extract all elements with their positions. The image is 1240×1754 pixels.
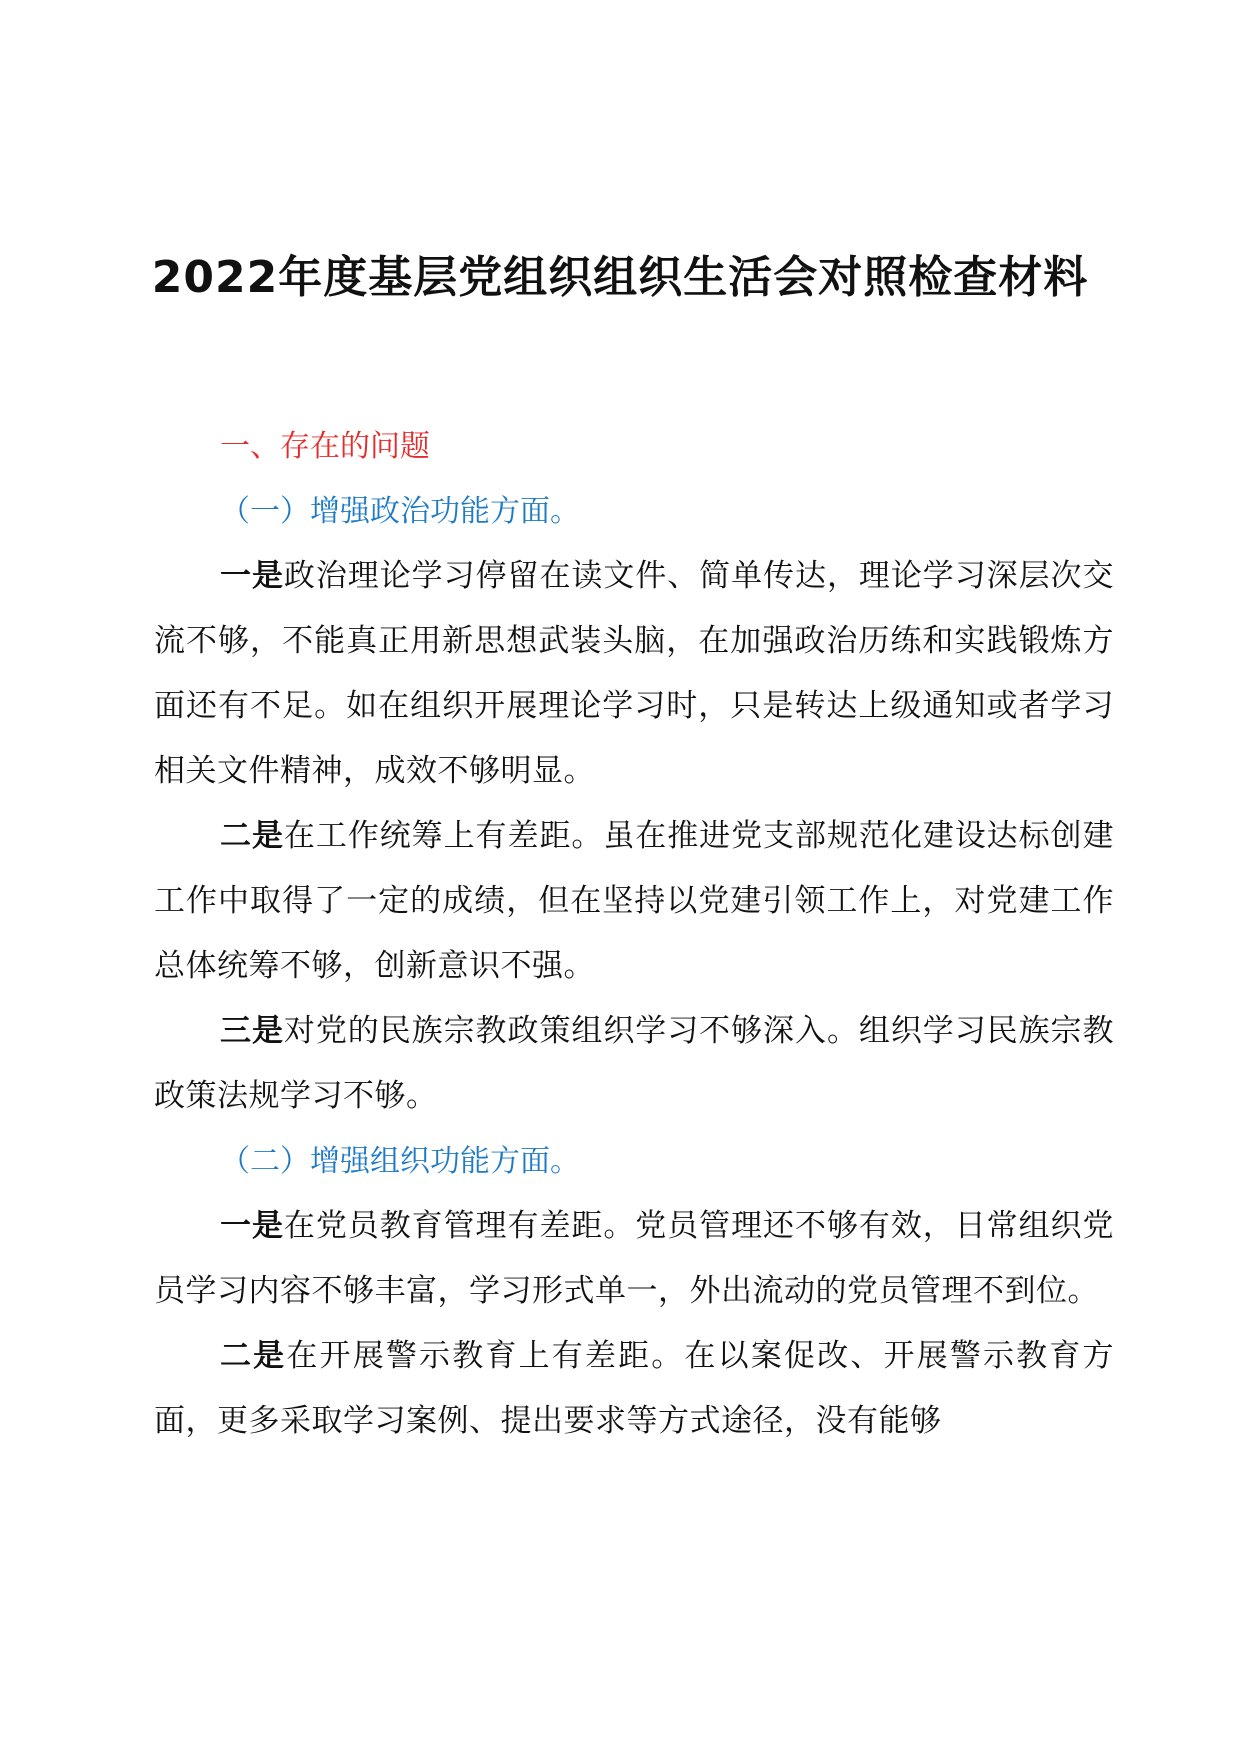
- document-body: [154, 414, 1114, 1454]
- document-title: 2022年度基层党组织组织生活会对照检查材料: [151, 252, 1089, 303]
- paragraph: [154, 804, 1114, 999]
- paragraph-text: 在开展警示教育上有差距。在以案促改、开展警示教育方面，更多采取学习案例、提出要求等方式途径，没有能够: [154, 1338, 1115, 1439]
- subsection-heading-2: （二）增强组织功能方面。: [220, 1144, 580, 1179]
- paragraph-text: 对党的民族宗教政策组织学习不够深入。组织学习民族宗教政策法规学习不够。: [154, 1013, 1114, 1114]
- paragraph-lead: 一是: [220, 1208, 284, 1244]
- paragraph-text: 政治理论学习停留在读文件、简单传达，理论学习深层次交流不够，不能真正用新思想武装头脑，在加强政治历练和实践锻炼方面还有不足。如在组织开展理论学习时，只是转达上级通知或者学习相关文件精神，成效不够明显。: [154, 558, 1114, 789]
- paragraph-lead: 二是: [220, 1338, 287, 1374]
- paragraph-text: 在党员教育管理有差距。党员管理还不够有效，日常组织党员学习内容不够丰富，学习形式单一，外出流动的党员管理不到位。: [154, 1208, 1114, 1309]
- paragraph-text: 在工作统筹上有差距。虽在推进党支部规范化建设达标创建工作中取得了一定的成绩，但在坚持以党建引领工作上，对党建工作总体统筹不够，创新意识不强。: [154, 818, 1114, 984]
- section-heading: 一、存在的问题: [220, 429, 430, 464]
- paragraph: [154, 1194, 1114, 1324]
- paragraph: [154, 544, 1114, 804]
- paragraph-lead: 二是: [220, 818, 284, 854]
- paragraph: [154, 999, 1114, 1129]
- subsection-heading-1: （一）增强政治功能方面。: [220, 494, 580, 529]
- paragraph-lead: 一是: [220, 558, 284, 594]
- paragraph-lead: 三是: [220, 1013, 284, 1049]
- paragraph: [154, 1324, 1114, 1454]
